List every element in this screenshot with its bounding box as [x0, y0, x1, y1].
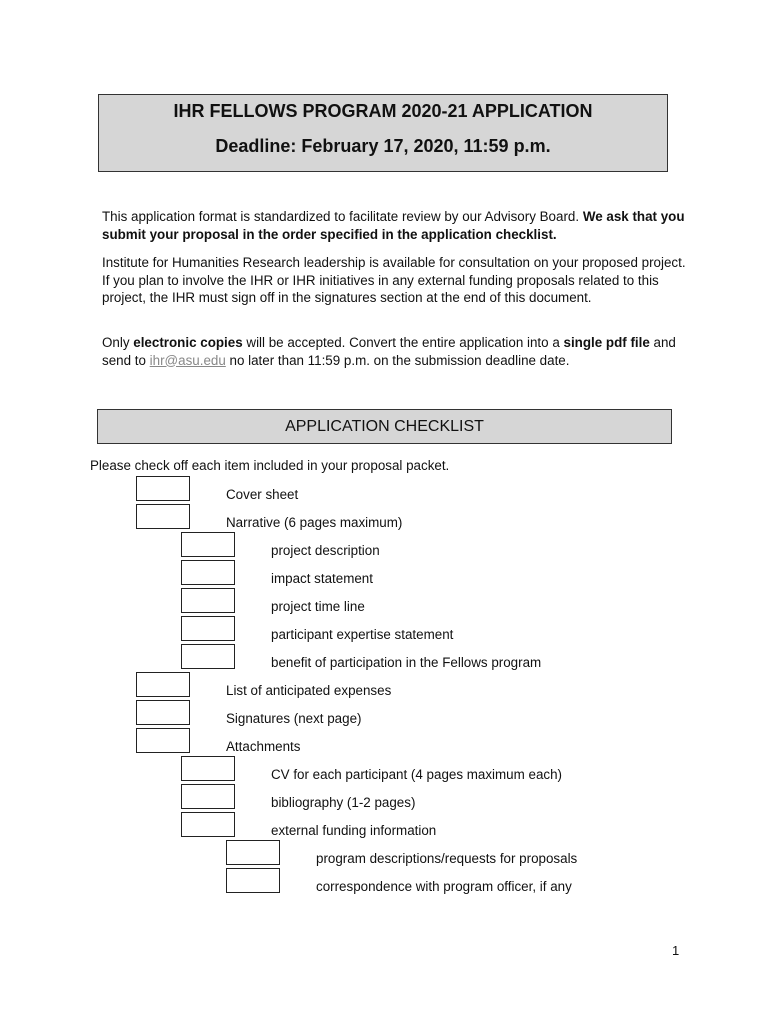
checkbox-signatures[interactable]	[136, 700, 190, 725]
checklist-item-label: correspondence with program officer, if any	[316, 879, 572, 894]
checkbox-impact-statement[interactable]	[181, 560, 235, 585]
email-link[interactable]: ihr@asu.edu	[149, 352, 226, 368]
checkbox-bibliography[interactable]	[181, 784, 235, 809]
checklist-item-label: bibliography (1-2 pages)	[271, 795, 416, 810]
page-number: 1	[672, 943, 680, 958]
checkbox-participant-expertise[interactable]	[181, 616, 235, 641]
intro-paragraph-2: Institute for Humanities Research leadership is available for consultation on your proposed project. If you plan to involve the IHR or IHR initiatives in any external funding proposals related to this project, the IHR must sign off in the signatures section at the end of this document.	[102, 255, 686, 305]
checklist-item-label: impact statement	[271, 571, 373, 586]
checkbox-anticipated-expenses[interactable]	[136, 672, 190, 697]
intro-text: This application format is standardized to facilitate review by our Advisory Board.	[102, 209, 583, 224]
checkbox-external-funding[interactable]	[181, 812, 235, 837]
checkbox-benefit-of-participation[interactable]	[181, 644, 235, 669]
deadline-text: Deadline: February 17, 2020, 11:59 p.m.	[215, 136, 551, 156]
checkbox-program-descriptions[interactable]	[226, 840, 280, 865]
checklist-item-label: program descriptions/requests for proposals	[316, 851, 578, 866]
checkbox-cover-sheet[interactable]	[136, 476, 190, 501]
checklist-item-label: Attachments	[226, 739, 301, 754]
title-box	[98, 94, 668, 172]
submission-emphasis-pdf: single pdf file	[563, 335, 650, 350]
checklist-item-label: Narrative (6 pages maximum)	[226, 515, 403, 530]
intro-paragraph-3	[102, 334, 692, 369]
intro-paragraph-1	[102, 208, 692, 243]
intro-emphasis: We ask that you submit your proposal in the order specified in the application checklist.	[102, 209, 685, 242]
checklist-instruction: Please check off each item included in your proposal packet.	[90, 458, 450, 473]
checklist-item-label: project description	[271, 543, 380, 558]
checklist-item-label: benefit of participation in the Fellows program	[271, 655, 542, 670]
checklist-heading: APPLICATION CHECKLIST	[97, 409, 672, 444]
submission-text-a: Only	[102, 335, 134, 350]
checklist-item-label: participant expertise statement	[271, 627, 454, 642]
submission-text-f: no later than 11:59 p.m. on the submission deadline date.	[225, 352, 570, 368]
checkbox-correspondence[interactable]	[226, 868, 280, 893]
submission-emphasis-electronic: electronic copies	[133, 335, 243, 350]
checkbox-narrative[interactable]	[136, 504, 190, 529]
checkbox-cv[interactable]	[181, 756, 235, 781]
checkbox-project-time-line[interactable]	[181, 588, 235, 613]
checklist-item-label: Cover sheet	[226, 487, 299, 502]
checklist-item-label: CV for each participant (4 pages maximum each)	[271, 767, 563, 782]
submission-text-c: will be accepted. Convert the entire application into a	[242, 335, 564, 350]
checkbox-project-description[interactable]	[181, 532, 235, 557]
checkbox-attachments[interactable]	[136, 728, 190, 753]
checklist-item-label: List of anticipated expenses	[226, 683, 392, 698]
submission-text-e: and send to	[102, 335, 676, 368]
checklist-item-label: Signatures (next page)	[226, 711, 362, 726]
checklist-item-label: project time line	[271, 599, 365, 614]
page-title: IHR FELLOWS PROGRAM 2020-21 APPLICATION	[173, 101, 593, 121]
checklist-item-label: external funding information	[271, 823, 437, 838]
